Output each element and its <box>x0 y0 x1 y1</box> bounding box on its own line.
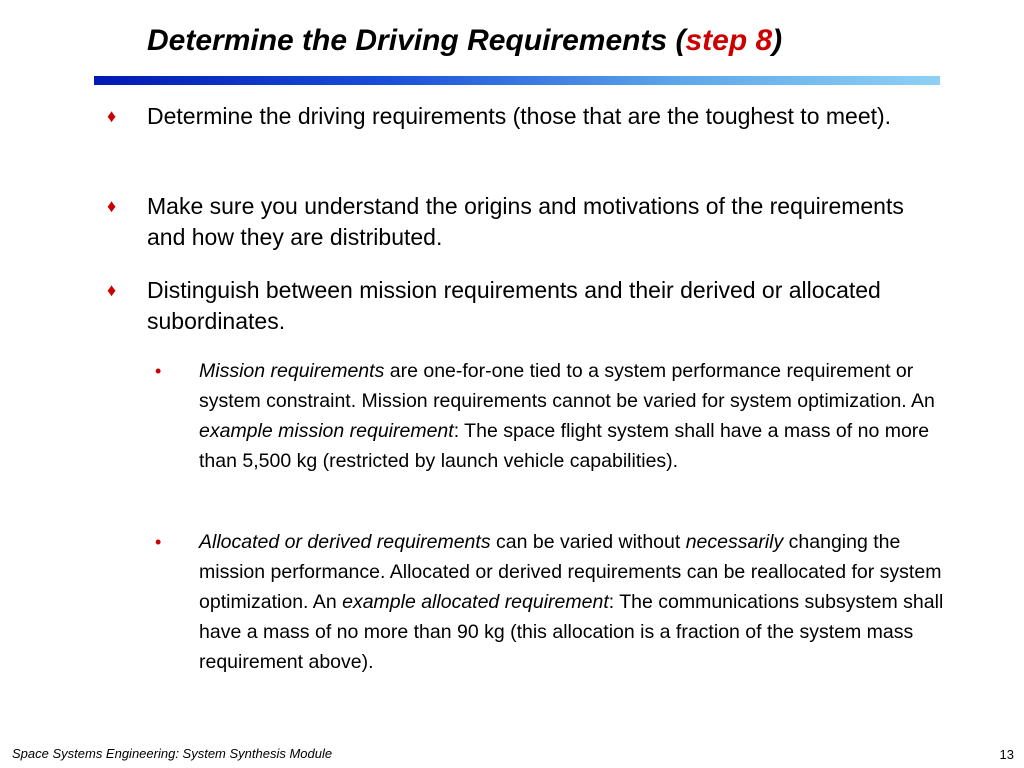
sub-bullet-emphasis: necessarily <box>685 531 784 553</box>
sub-bullet-example-label: example mission requirement <box>199 420 454 442</box>
footer-course-title: Space Systems Engineering: System Synthesis Module <box>12 746 333 761</box>
sub-bullet-item <box>155 527 944 677</box>
bullet-item <box>107 101 907 132</box>
footer-page-number: 13 <box>999 747 1014 762</box>
sub-bullet-item <box>155 356 944 476</box>
sub-bullet-text: : The space flight system shall have a mass of no more than 5,500 kg (restricted by launch vehicle capabilities). <box>199 420 930 472</box>
title-suffix: ) <box>772 24 783 57</box>
sub-bullet-lead: Allocated or derived requirements <box>199 531 491 553</box>
dot-bullet-icon: • <box>155 532 162 552</box>
sub-bullet-lead: Mission requirements <box>199 360 385 382</box>
title-underline-bar <box>94 76 940 85</box>
diamond-bullet-icon: ♦ <box>107 280 117 300</box>
title-step: step 8 <box>685 24 773 57</box>
bullet-text: Distinguish between mission requirements and their derived or allocated subordinates. <box>147 277 881 334</box>
title-prefix: Determine the Driving Requirements ( <box>147 24 686 57</box>
bullet-text: Determine the driving requirements (those that are the toughest to meet). <box>147 103 892 129</box>
dot-bullet-icon: • <box>155 361 162 381</box>
diamond-bullet-icon: ♦ <box>107 106 117 126</box>
sub-bullet-text: : The communications subsystem shall have a mass of no more than 90 kg (this allocation is a fraction of the system mass requirement above). <box>199 591 944 673</box>
diamond-bullet-icon: ♦ <box>107 196 117 216</box>
sub-bullet-text: are one-for-one tied to a system performance requirement or system constraint. Mission requirements cannot be varied for system optimization. An <box>199 360 935 412</box>
sub-bullet-text: changing the mission performance. Allocated or derived requirements can be reallocated for system optimization. An <box>199 531 942 613</box>
sub-bullet-example-label: example allocated requirement <box>342 591 609 613</box>
sub-bullet-text: can be varied without <box>490 531 686 553</box>
bullet-item <box>107 275 907 337</box>
bullet-item <box>107 191 907 253</box>
bullet-text: Make sure you understand the origins and motivations of the requirements and how they are distributed. <box>147 193 904 250</box>
slide-title <box>147 22 782 60</box>
